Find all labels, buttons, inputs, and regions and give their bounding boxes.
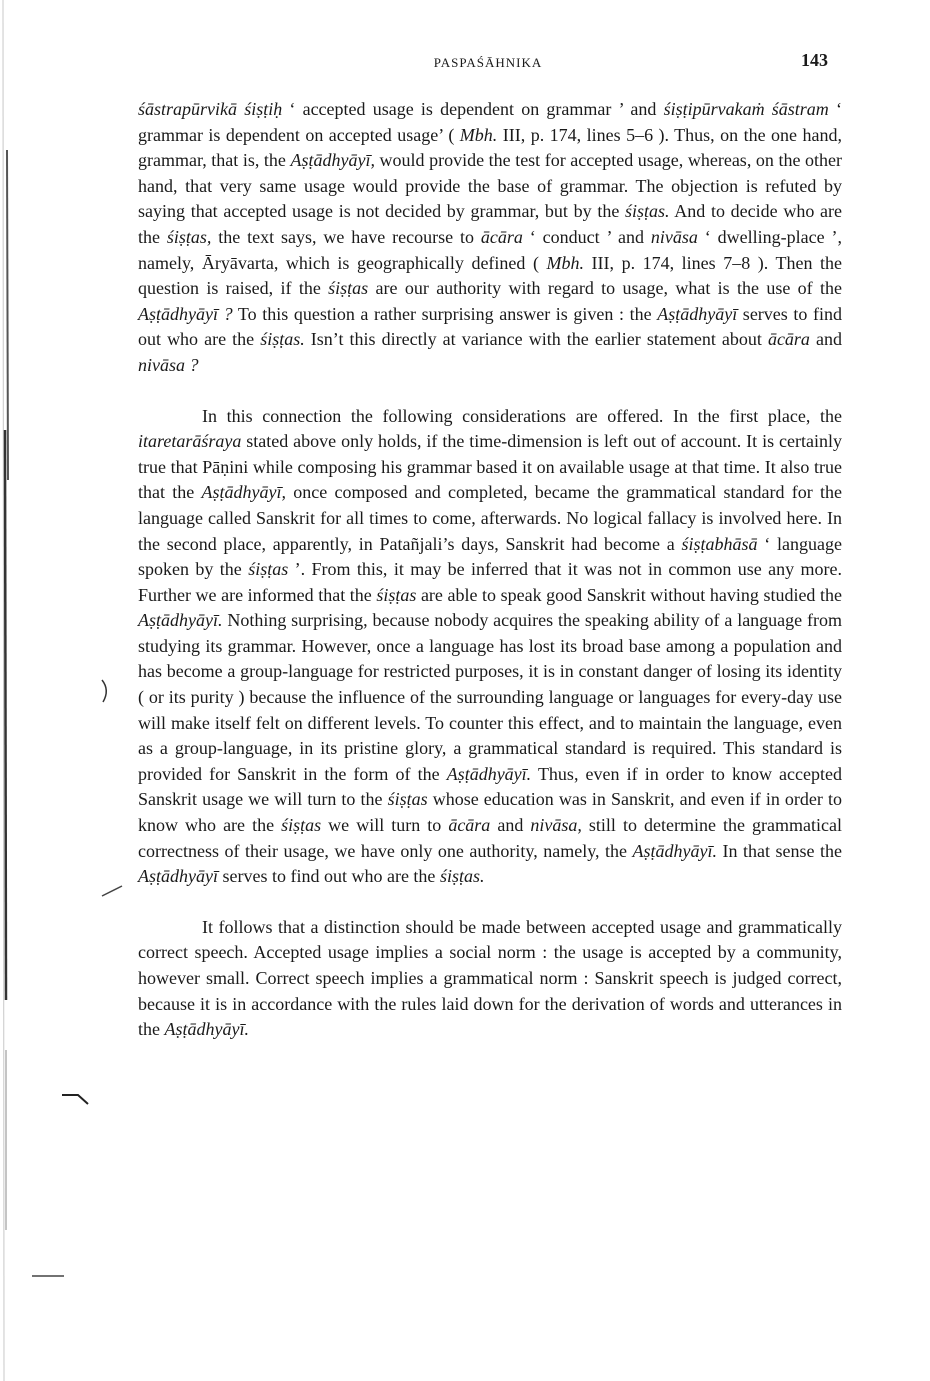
text-run: still to determine the grammatical correctness of their usage, we have only one authority, namely, the (138, 815, 842, 861)
margin-mark-hook (60, 1092, 90, 1106)
text-run: In this connection the following considerations are offered. In the first place, the (202, 405, 842, 426)
text-run: Thus, even if in order to know accepted Sanskrit usage we will turn to the (138, 763, 842, 810)
text-run: ’. From this, it may be inferred that it was not in common use any more. Further we are informed that the (138, 559, 842, 605)
page-number: 143 (801, 50, 828, 70)
text-run: would provide the test for accepted usage, whereas, on the other hand, that very same usage would provide the base of grammar. The objection is refuted by saying that accepted usage is not decided by grammar, but by the (138, 150, 842, 222)
text-run: are our authority with regard to usage, what is the use of the (368, 278, 842, 299)
text-run: the text says, we have recourse to (211, 226, 481, 247)
italic-term: śiṣṭipūrvakaṁ śāstram (663, 99, 829, 119)
italic-term: śiṣṭas (376, 584, 417, 605)
text-run: and (490, 815, 531, 836)
italic-term: Aṣṭādhyāyī, (290, 150, 375, 171)
italic-term: śiṣṭas. (260, 329, 305, 350)
paragraph-1 (138, 97, 842, 379)
text-run: serves to find out who are the (217, 866, 440, 887)
italic-term: ācāra (767, 329, 810, 350)
italic-term: Mbh. (546, 252, 585, 273)
italic-term: śiṣṭas (328, 278, 369, 299)
italic-term: nivāsa (650, 226, 698, 247)
italic-term: śiṣṭas, (166, 226, 212, 247)
text-run: In that sense the (717, 840, 842, 861)
italic-term: nivāsa ? (138, 354, 199, 375)
italic-term: Aṣṭādhyāyī. (446, 763, 532, 784)
text-run: III, p. 174, lines 5–6 ). Thus, on the one hand, grammar, that is, the (138, 124, 842, 171)
paragraph-3 (138, 915, 842, 1043)
text-run: ‘ grammar is dependent on accepted usage’ ( (138, 99, 842, 145)
text-run: ‘ accepted usage is dependent on grammar ’ and (282, 99, 664, 119)
text-run: serves to find out who are the (138, 303, 843, 350)
margin-mark-dash (30, 1272, 66, 1280)
italic-term: Aṣṭādhyāyī (657, 303, 738, 324)
paragraph-2 (138, 404, 842, 890)
text-run: Isn’t this directly at variance with the earlier statement about (304, 329, 768, 350)
text-run: whose education was in Sanskrit, and even if in order to know who are the (138, 789, 842, 836)
italic-term: Aṣṭādhyāyī. (632, 840, 718, 861)
italic-term: śiṣṭas (281, 815, 322, 836)
italic-term: śāstrapūrvikā śiṣṭiḥ (138, 99, 283, 119)
body-text (138, 97, 842, 1043)
italic-term: itaretarāśraya (138, 431, 242, 452)
italic-term: śiṣṭas. (439, 866, 485, 887)
text-run: Nothing surprising, because nobody acquires the speaking ability of a language from studying its grammar. However, once a language has lost its broad base among a population and has become a group-language for restricted purposes, it is in constant danger of losing its identity ( or its purity ) because the influence of the surrounding language or languages for every-day use will make itself felt on different levels. To counter this effect, and to maintain the language, even as a group-language, in its pristine glory, a grammatical standard is required. This standard is provided for Sanskrit in the form of the (138, 610, 842, 784)
italic-term: śiṣṭas. (625, 201, 670, 222)
text-run: are able to speak good Sanskrit without having studied the (416, 584, 842, 605)
running-title: PASPAŚĀHNIKA (433, 55, 543, 70)
text-run: ‘ dwelling-place ’, namely, Āryāvarta, which is geographically defined ( (138, 226, 842, 273)
text-run: III, p. 174, lines 7–8 ). Then the question is raised, if the (138, 252, 843, 299)
italic-term: Aṣṭādhyāyī, (201, 482, 287, 503)
italic-term: Aṣṭādhyāyī ? (138, 303, 233, 324)
italic-term: Aṣṭādhyāyī. (138, 610, 223, 631)
text-run: ‘ language spoken by the (138, 533, 843, 580)
text-run: ‘ conduct ’ and (522, 226, 651, 247)
text-run: we will turn to (321, 815, 449, 836)
italic-term: śiṣṭas (248, 559, 289, 580)
italic-term: ācāra (448, 815, 491, 836)
running-header (138, 50, 838, 74)
italic-term: Aṣṭādhyāyī (138, 866, 218, 887)
text-run: once composed and completed, became the grammatical standard for the language called Sanskrit for all times to come, afterwards. No logical fallacy is involved here. In the second place, apparently, in Patañjali’s days, Sanskrit had become a (138, 482, 842, 554)
text-run: And to decide who are the (138, 201, 842, 247)
italic-term: Mbh. (459, 124, 498, 145)
italic-term: nivāsa, (530, 815, 582, 836)
italic-term: śiṣṭabhāsā (681, 533, 758, 554)
italic-term: śiṣṭas (387, 789, 428, 810)
text-run: To this question a rather surprising answer is given : the (232, 303, 658, 324)
margin-mark-slash (100, 884, 124, 898)
margin-mark-bracket (100, 678, 112, 704)
text-run: and (809, 329, 842, 350)
italic-term: Aṣṭādhyāyī. (164, 1019, 249, 1040)
text-run: It follows that a distinction should be made between accepted usage and grammatically correct speech. Accepted usage implies a social norm : the usage is accepted by a community, however small. Correct speech implies a grammatical norm : Sanskrit speech is judged correct, because it is in accordance with the rules laid down for the derivation of words and utterances in the (138, 916, 842, 1040)
scan-edge-shadow (0, 0, 20, 1381)
text-run: stated above only holds, if the time-dimension is left out of account. It is certainly true that Pāṇini while composing his grammar based it on available usage at that time. It also true that the (138, 431, 842, 503)
italic-term: ācāra (480, 226, 523, 247)
